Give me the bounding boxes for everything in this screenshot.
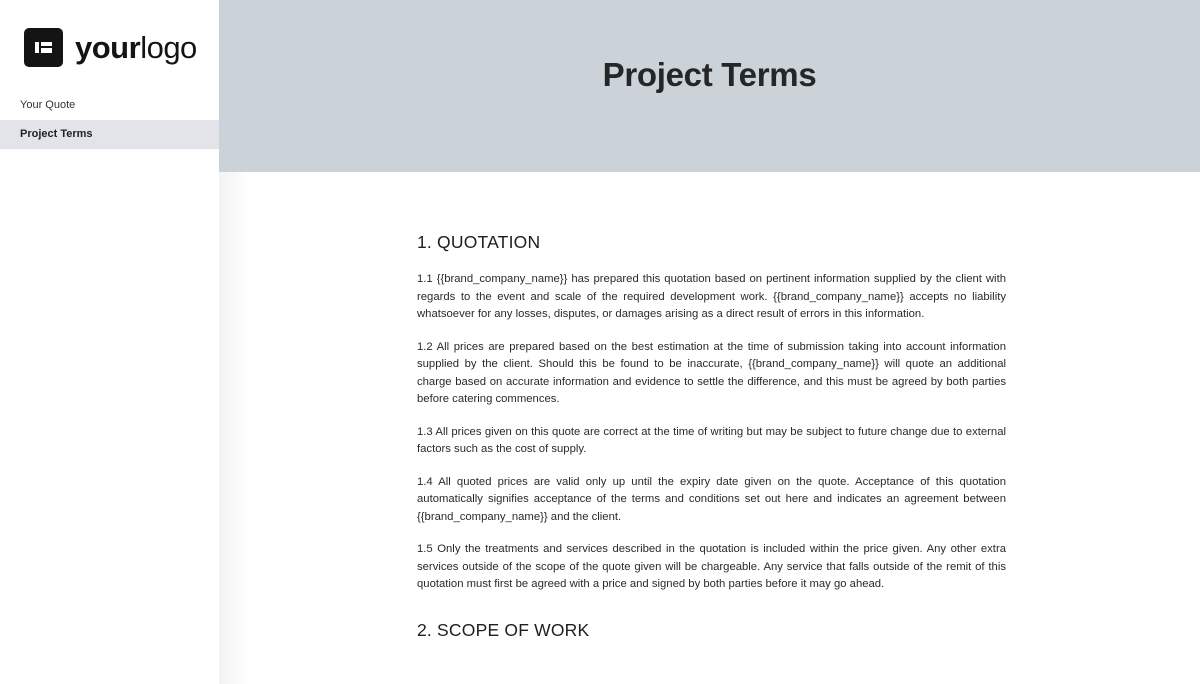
clause-1-3: 1.3 All prices given on this quote are correct at the time of writing but may be subject to future change due to external factors such as the cost of supply.	[417, 425, 1006, 455]
sidebar-item-project-terms[interactable]: Project Terms	[0, 120, 219, 149]
clause-1-4: 1.4 All quoted prices are valid only up until the expiry date given on the quote. Acceptance of this quotation automatically signifies acceptance of the terms and conditions set out here and indicates an agreement between {{brand_company_name}} and the client.	[417, 475, 1006, 523]
section-heading: 1. QUOTATION	[417, 232, 541, 252]
sidebar-item-your-quote[interactable]: Your Quote	[20, 99, 76, 111]
page-header	[219, 0, 1200, 172]
clause-1-1: 1.1 {{brand_company_name}} has prepared this quotation based on pertinent information supplied by the client with regards to the event and scale of the required development work. {{brand_company_name}} accepts no liability whatsoever for any losses, disputes, or damages arising as a direct result of errors in this information.	[417, 273, 1006, 320]
section-heading: 2. SCOPE OF WORK	[417, 619, 590, 640]
section-scope-of-work	[417, 620, 1006, 641]
brand-logo[interactable]	[24, 28, 197, 67]
section-quotation	[417, 232, 1006, 594]
logo-wordmark: yourlogo	[75, 30, 197, 65]
page-title: Project Terms	[602, 56, 817, 93]
clause-1-2: 1.2 All prices are prepared based on the best estimation at the time of submission taking into account information supplied by the client. Should this be found to be inaccurate, {{brand_company_name}} will quote an additional charge based on accurate information and evidence to settle the difference, and this must be agreed by both parties before catering commences.	[417, 340, 1006, 405]
document-content	[417, 232, 1006, 659]
sidebar-shadow	[219, 172, 249, 684]
logo-icon	[24, 28, 63, 67]
sidebar	[0, 0, 219, 684]
sidebar-nav	[0, 91, 219, 149]
clause-1-5: 1.5 Only the treatments and services described in the quotation is included within the price given. Any other extra services outside of the scope of the quote given will be chargeable. Any service that falls outside of the remit of this quotation must first be agreed with a price and signed by both parties before it may go ahead.	[417, 543, 1006, 590]
